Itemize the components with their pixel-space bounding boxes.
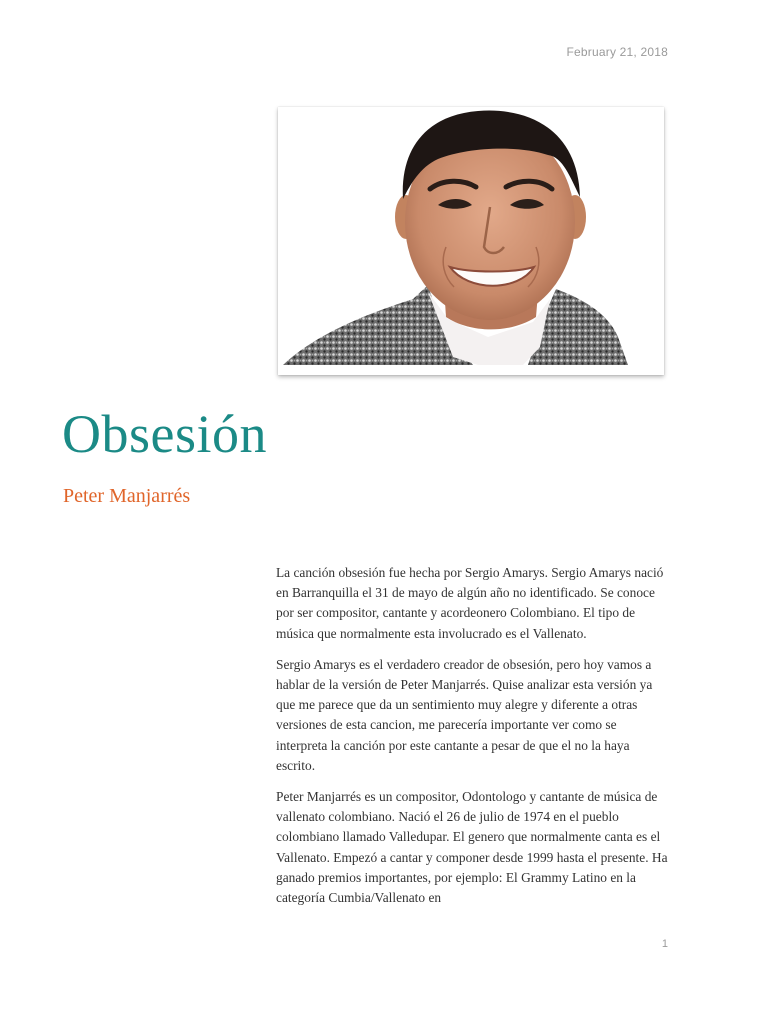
- document-date: February 21, 2018: [566, 45, 668, 59]
- paragraph-2: Sergio Amarys es el verdadero creador de obsesión, pero hoy vamos a hablar de la versión de Peter Manjarrés. Quise analizar esta versión ya que me parece que da un sentimiento muy alegre y diferente a otras versiones de esta cancion, me parecería importante ver como se interpreta la canción por este cantante a pesar de que el no la haya escrito.: [276, 656, 653, 773]
- page-number: 1: [661, 938, 668, 950]
- portrait-photo: [278, 107, 664, 375]
- article-body: [276, 563, 670, 919]
- article-subtitle: Peter Manjarrés: [63, 485, 191, 507]
- article-title: Obsesión: [62, 404, 267, 464]
- paragraph-1: La canción obsesión fue hecha por Sergio Amarys. Sergio Amarys nació en Barranquilla el 31 de mayo de algún año no identificado. Se conoce por ser compositor, cantante y acordeonero Colombiano. El tipo de música que normalmente esta involucrado es el Vallenato.: [276, 565, 664, 641]
- paragraph-3: Peter Manjarrés es un compositor, Odontologo y cantante de música de vallenato colombiano. Nació el 26 de julio de 1974 en el pueblo colombiano llamado Valledupar. El genero que normalmente canta es el Vallenato. Empezó a cantar y componer desde 1999 hasta el presente. Ha ganado premios importantes, por ejemplo: El Grammy Latino en la categoría Cumbia/Vallenato en: [276, 789, 668, 906]
